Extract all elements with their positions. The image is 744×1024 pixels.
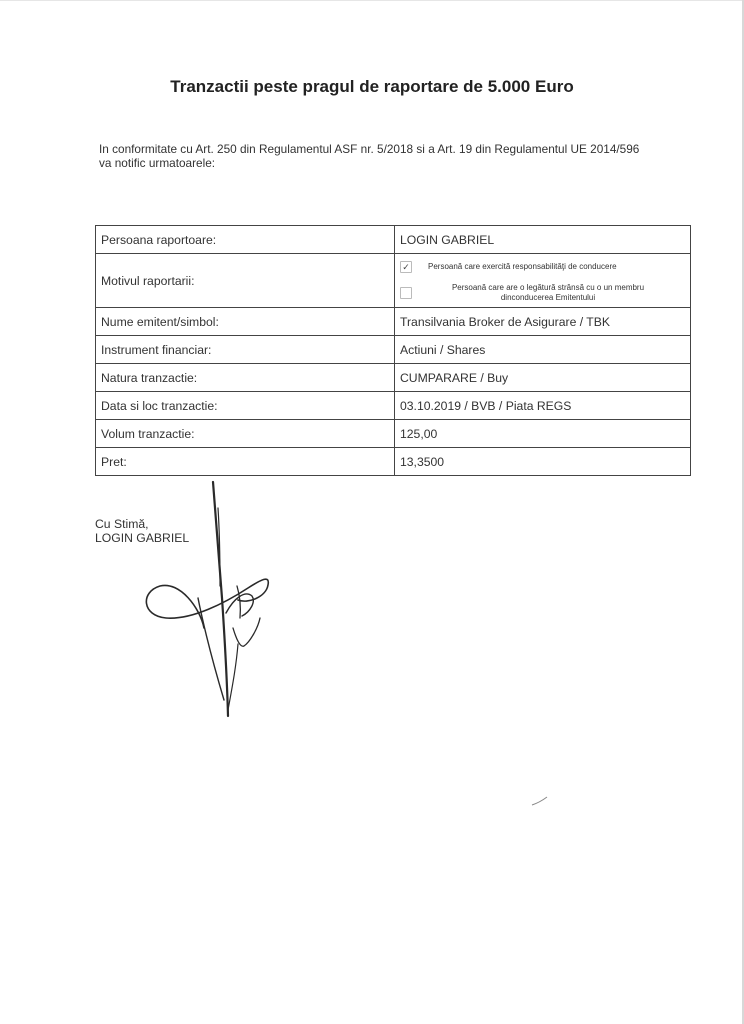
table-row bbox=[96, 254, 691, 308]
row-value: LOGIN GABRIEL bbox=[395, 226, 691, 254]
intro-paragraph bbox=[99, 142, 699, 170]
row-label: Nume emitent/simbol: bbox=[96, 308, 395, 336]
option-label bbox=[428, 283, 668, 303]
handwritten-signature bbox=[130, 478, 290, 723]
row-label: Data si loc tranzactie: bbox=[96, 392, 395, 420]
row-label: Volum tranzactie: bbox=[96, 420, 395, 448]
row-label: Persoana raportoare: bbox=[96, 226, 395, 254]
document-title: Tranzactii peste pragul de raportare de 5.000 Euro bbox=[170, 77, 574, 96]
option-label: Persoană care exercită responsabilităţi de conducere bbox=[428, 261, 617, 271]
closing-greeting: Cu Stimă, bbox=[95, 517, 149, 531]
table-row bbox=[96, 392, 691, 420]
scan-top-edge bbox=[0, 0, 744, 1]
row-label: Pret: bbox=[96, 448, 395, 476]
row-value: Actiuni / Shares bbox=[395, 336, 691, 364]
row-label: Motivul raportarii: bbox=[96, 254, 395, 308]
intro-line-1: In conformitate cu Art. 250 din Regulamentul ASF nr. 5/2018 si a Art. 19 din Regulamentul UE 2014/596 bbox=[99, 142, 640, 156]
row-value: 125,00 bbox=[395, 420, 691, 448]
row-label: Instrument financiar: bbox=[96, 336, 395, 364]
row-value: 13,3500 bbox=[395, 448, 691, 476]
table-row bbox=[96, 226, 691, 254]
intro-line-2: va notific urmatoarele: bbox=[99, 156, 216, 170]
table-row bbox=[96, 448, 691, 476]
row-label: Natura tranzactie: bbox=[96, 364, 395, 392]
table-row bbox=[96, 364, 691, 392]
option-label-line-2: dinconducerea Emitentului bbox=[500, 292, 596, 302]
checkbox-unchecked[interactable] bbox=[400, 287, 412, 299]
report-table bbox=[95, 225, 691, 476]
row-value: 03.10.2019 / BVB / Piata REGS bbox=[395, 392, 691, 420]
motiv-options-cell bbox=[395, 254, 691, 308]
motiv-option-legatura bbox=[400, 283, 685, 303]
table-row bbox=[96, 308, 691, 336]
closing-name: LOGIN GABRIEL bbox=[95, 531, 190, 545]
checkbox-checked[interactable]: ✓ bbox=[400, 261, 412, 273]
table-row bbox=[96, 420, 691, 448]
table-row bbox=[96, 336, 691, 364]
row-value: CUMPARARE / Buy bbox=[395, 364, 691, 392]
option-label-line-1: Persoană care are o legătură strânsă cu o un membru bbox=[451, 282, 645, 292]
motiv-option-conducere bbox=[400, 261, 685, 273]
row-value: Transilvania Broker de Asigurare / TBK bbox=[395, 308, 691, 336]
stray-pen-mark bbox=[530, 795, 550, 807]
